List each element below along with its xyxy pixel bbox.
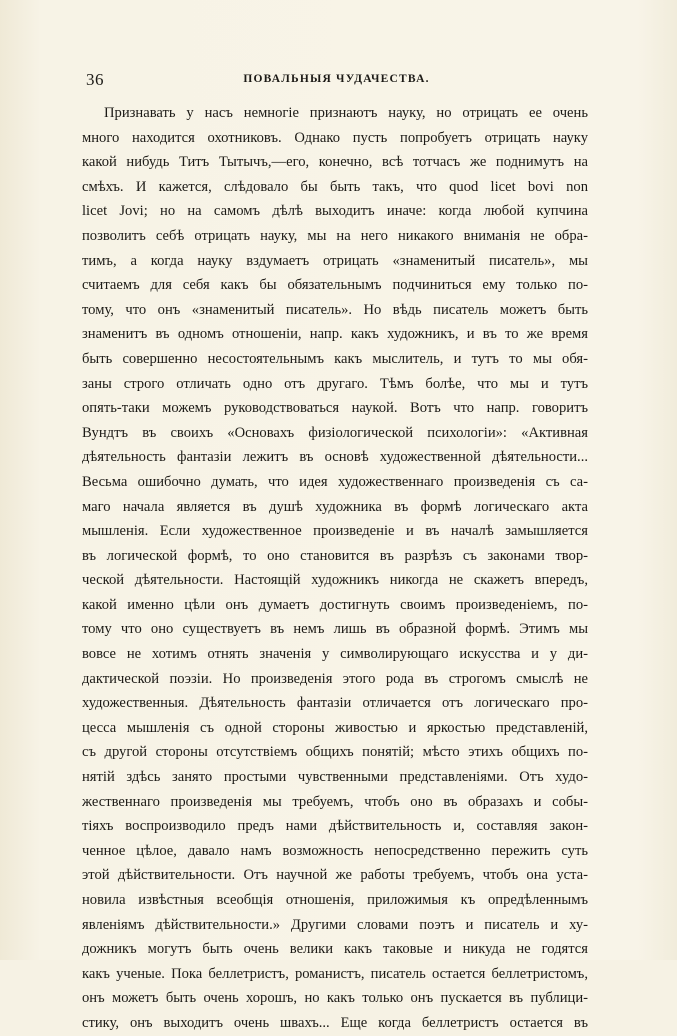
text-line: какой именно цѣли онъ думаетъ достигнуть своимъ произведеніемъ, по- bbox=[82, 596, 588, 613]
page-number: 36 bbox=[86, 70, 104, 89]
text-line: дожникъ могутъ быть очень велики какъ таковые и никуда не годятся bbox=[82, 941, 588, 958]
text-line: Вундтъ въ своихъ «Основахъ физіологической психологіи»: «Активная bbox=[82, 424, 588, 441]
text-line: жественнаго произведенія мы требуемъ, чтобъ оно въ образахъ и собы- bbox=[82, 793, 588, 810]
text-line: явленіямъ дѣйствительности.» Другими словами поэтъ и писатель и ху- bbox=[82, 916, 588, 933]
text-line: съ другой стороны отсутствіемъ общихъ понятій; мѣсто этихъ общихъ по- bbox=[82, 744, 588, 761]
text-line: стику, онъ выходитъ очень швахъ... Еще когда беллетристъ остается въ bbox=[82, 1014, 588, 1031]
text-line: licet Jovi; но на самомъ дѣлѣ выходитъ иначе: когда любой купчина bbox=[82, 203, 588, 220]
text-line: знаменитъ въ одномъ отношеніи, напр. какъ художникъ, и въ то же время bbox=[82, 326, 588, 343]
text-line: позволитъ себѣ отрицать науку, мы на него никакого вниманія не обра- bbox=[82, 227, 588, 244]
text-line: мышленія. Если художественное произведеніе и въ началѣ замышляется bbox=[82, 523, 588, 540]
running-title: ПОВАЛЬНЫЯ ЧУДАЧЕСТВА. bbox=[243, 73, 430, 85]
text-line: заны строго отличать одно отъ другаго. Тѣмъ болѣе, что мы и тутъ bbox=[82, 375, 588, 392]
text-line: много находится охотниковъ. Однако пусть попробуетъ отрицать науку bbox=[82, 129, 588, 146]
text-line: ченное цѣлое, давало намъ возможность непосредственно пережить суть bbox=[82, 842, 588, 859]
text-line: этой дѣйствительности. Отъ научной же работы требуемъ, чтобъ она уста- bbox=[82, 867, 588, 884]
text-line: дѣятельность фантазіи лежитъ въ основѣ художественной дѣятельности... bbox=[82, 449, 588, 466]
text-line: художественныя. Дѣятельность фантазіи отличается отъ логическаго про- bbox=[82, 695, 588, 712]
text-line: тіяхъ воспроизводило предъ нами дѣйствительность и, составляя закон- bbox=[82, 818, 588, 835]
text-line: смѣхъ. И кажется, слѣдовало бы быть такъ, что quod licet bovi non bbox=[82, 178, 588, 195]
text-line: тимъ, а когда науку вздумаетъ отрицать «знаменитый писатель», мы bbox=[82, 252, 588, 269]
text-line: тому, что онъ «знаменитый писатель». Но вѣдь писатель можетъ быть bbox=[82, 301, 588, 318]
text-line: тому что оно существуетъ въ немъ лишь въ образной формѣ. Этимъ мы bbox=[82, 621, 588, 638]
body-text bbox=[82, 101, 588, 1036]
text-line: Весьма ошибочно думать, что идея художественнаго произведенія съ са- bbox=[82, 473, 588, 490]
text-line: нятій здѣсь занято простыми чувственными представленіями. Отъ худо- bbox=[82, 769, 588, 786]
text-line: маго начала является въ душѣ художника въ формѣ логическаго акта bbox=[82, 498, 588, 515]
text-line: считаемъ для себя какъ бы обязательнымъ подчиниться ему только по- bbox=[82, 277, 588, 294]
text-line: Признавать у насъ немногіе признаютъ науку, но отрицать ее очень bbox=[104, 105, 588, 121]
text-line: ческой дѣятельности. Настоящій художникъ никогда не скажетъ впередъ, bbox=[82, 572, 588, 589]
text-line: онъ можетъ быть очень хорошъ, но какъ только онъ пускается въ публици- bbox=[82, 990, 588, 1007]
text-line: опять-таки можемъ руководствоваться наукой. Вотъ что напр. говоритъ bbox=[82, 400, 588, 417]
page-header bbox=[86, 70, 587, 94]
text-line: дактической поэзіи. Но произведенія этого рода въ строгомъ смыслѣ не bbox=[82, 670, 588, 687]
text-line: вовсе не хотимъ отнять значенія у символирующаго искусства и у ди- bbox=[82, 646, 588, 663]
text-line: какой нибудь Титъ Тытычъ,—его, конечно, всѣ тотчасъ же поднимутъ на bbox=[82, 154, 588, 171]
text-line: быть совершенно несостоятельнымъ какъ мыслитель, и тутъ то мы обя- bbox=[82, 350, 588, 367]
text-line: какъ ученые. Пока беллетристъ, романистъ, писатель остается беллетристомъ, bbox=[82, 965, 588, 982]
text-line: цесса мышленія съ одной стороны живостью и яркостью представленій, bbox=[82, 719, 588, 736]
text-line: въ логической формѣ, то оно становится въ разрѣзъ съ законами твор- bbox=[82, 547, 588, 564]
text-line: новила извѣстныя всеобщія отношенія, приложимыя къ опредѣленнымъ bbox=[82, 892, 588, 908]
